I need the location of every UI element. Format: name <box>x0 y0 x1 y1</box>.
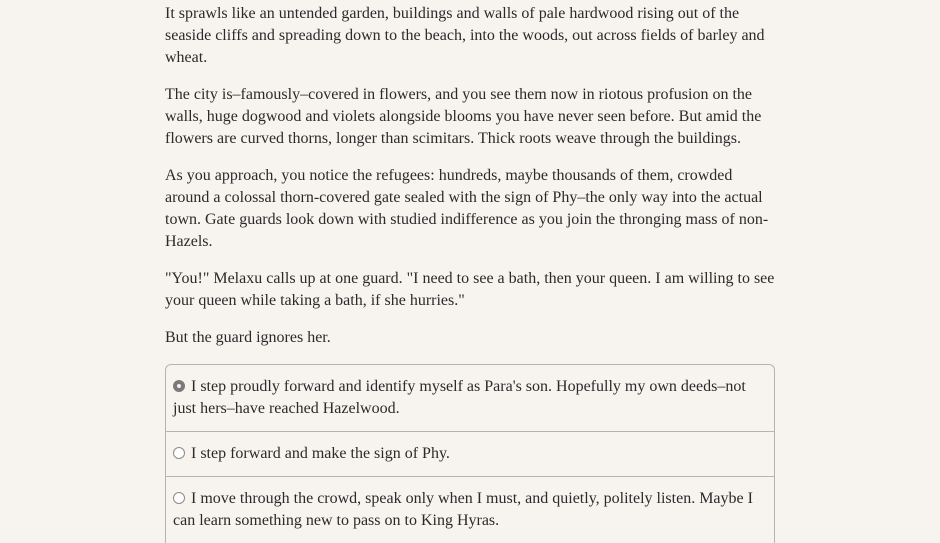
radio-empty-icon[interactable] <box>173 492 185 504</box>
story-paragraph: The city is–famously–covered in flowers, and you see them now in riotous profusion on the walls, huge dogwood and violets alongside blooms you have never seen before. But amid the flowers are curved thorns, longer than scimitars. Thick roots weave through the buildings. <box>165 86 762 147</box>
choice-label: I step proudly forward and identify myself as Para's son. Hopefully my own deeds–not just hers–have reached Hazelwood. <box>173 378 746 417</box>
story-paragraph: "You!" Melaxu calls up at one guard. "I need to see a bath, then your queen. I am willing to see your queen while taking a bath, if she hurries." <box>165 270 775 309</box>
choice-option-2[interactable] <box>166 431 774 476</box>
choice-option-1[interactable] <box>166 365 774 431</box>
story-text <box>165 3 777 543</box>
story-paragraph: But the guard ignores her. <box>165 329 331 346</box>
story-paragraph: As you approach, you notice the refugees: hundreds, maybe thousands of them, crowded around a colossal thorn-covered gate sealed with the sign of Phy–the only way into the actual town. Gate guards look down with studied indifference as you join the thronging mass of non-Hazels. <box>165 167 769 250</box>
choice-option-3[interactable] <box>166 476 774 543</box>
choice-label: I step forward and make the sign of Phy. <box>191 445 450 462</box>
radio-selected-icon[interactable] <box>173 380 185 392</box>
choice-label: I move through the crowd, speak only when I must, and quietly, politely listen. Maybe I can learn something new to pass on to King Hyras. <box>173 490 753 529</box>
radio-empty-icon[interactable] <box>173 447 185 459</box>
story-paragraph: It sprawls like an untended garden, buildings and walls of pale hardwood rising out of the seaside cliffs and spreading down to the beach, into the woods, out across fields of barley and wheat. <box>165 5 765 66</box>
choice-list <box>165 364 775 543</box>
